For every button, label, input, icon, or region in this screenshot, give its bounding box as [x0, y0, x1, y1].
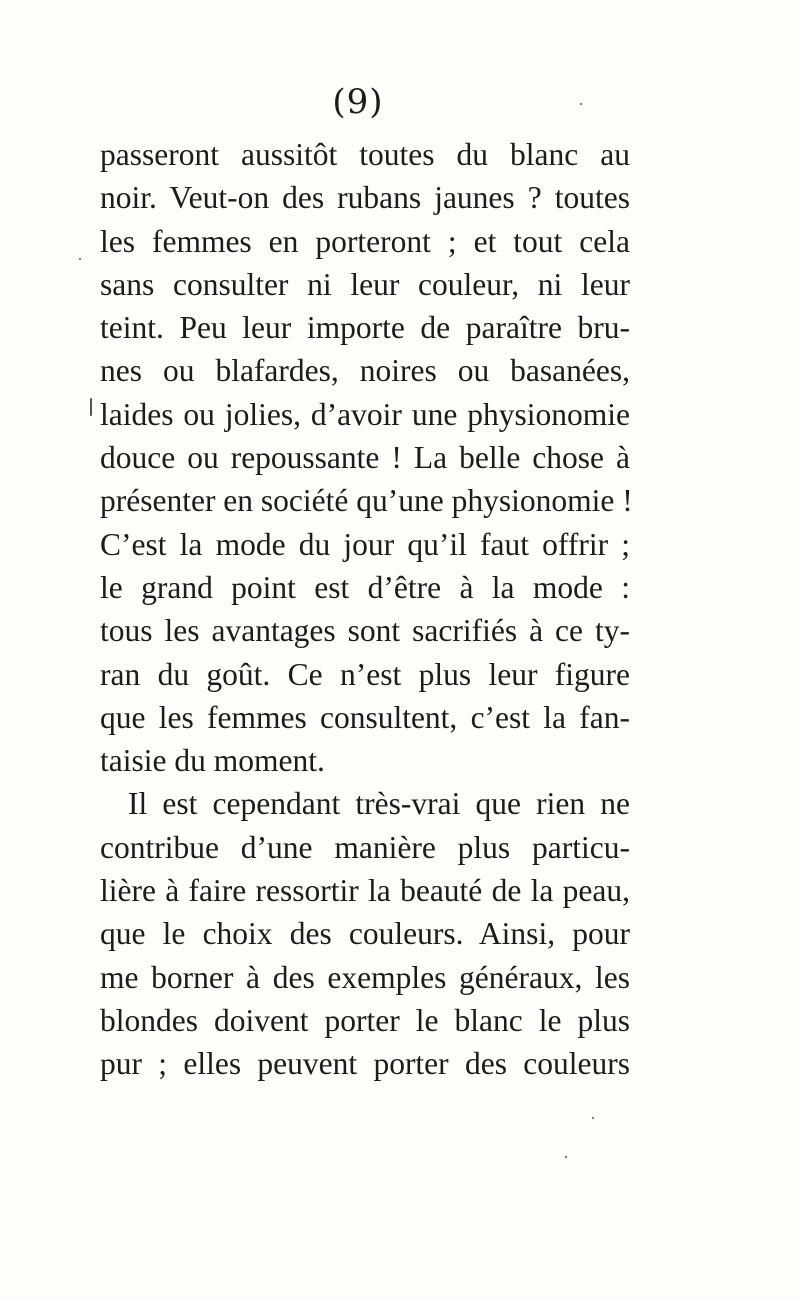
text-line: les femmes en porteront ; et tout cela [100, 223, 630, 259]
text-line: lière à faire ressortir la beauté de la peau, [100, 873, 630, 909]
ink-speck [592, 1117, 594, 1119]
text-line: le grand point est d’être à la mode : [100, 569, 630, 605]
text-line: présenter en société qu’une physionomie ! [100, 483, 633, 519]
text-line: noir. Veut-on des rubans jaunes ? toutes [100, 180, 630, 216]
text-line: sans consulter ni leur couleur, ni leur [100, 266, 630, 302]
body-text [100, 133, 633, 1086]
text-line-paragraph-end: taisie du moment. [100, 743, 325, 779]
text-line: tous les avantages sont sacrifiés à ce ty- [100, 613, 630, 649]
text-line: passeront aussitôt toutes du blanc au [100, 137, 630, 172]
text-line: C’est la mode du jour qu’il faut offrir ; [100, 526, 630, 562]
text-line: douce ou repoussante ! La belle chose à [100, 440, 630, 476]
ink-speck [565, 1156, 567, 1158]
text-line: ran du goût. Ce n’est plus leur figure [100, 656, 630, 692]
text-line: contribue d’une manière plus particu- [100, 829, 630, 865]
text-line: laides ou jolies, d’avoir une physionomie [100, 396, 630, 432]
text-line: blondes doivent porter le blanc le plus [100, 1002, 630, 1038]
ink-speck [79, 258, 81, 260]
text-line: que les femmes consultent, c’est la fan- [100, 699, 630, 735]
text-line: me borner à des exemples généraux, les [100, 959, 630, 995]
text-line: pur ; elles peuvent porter des couleurs [100, 1046, 630, 1082]
text-line-paragraph-start: Il est cependant très-vrai que rien ne [128, 786, 630, 822]
ink-speck [90, 398, 92, 416]
text-line: que le choix des couleurs. Ainsi, pour [100, 916, 630, 952]
ink-speck [580, 103, 582, 105]
text-line: teint. Peu leur importe de paraître bru- [100, 310, 630, 346]
text-line: nes ou blafardes, noires ou basanées, [100, 353, 630, 389]
page-number: (9) [332, 82, 384, 122]
